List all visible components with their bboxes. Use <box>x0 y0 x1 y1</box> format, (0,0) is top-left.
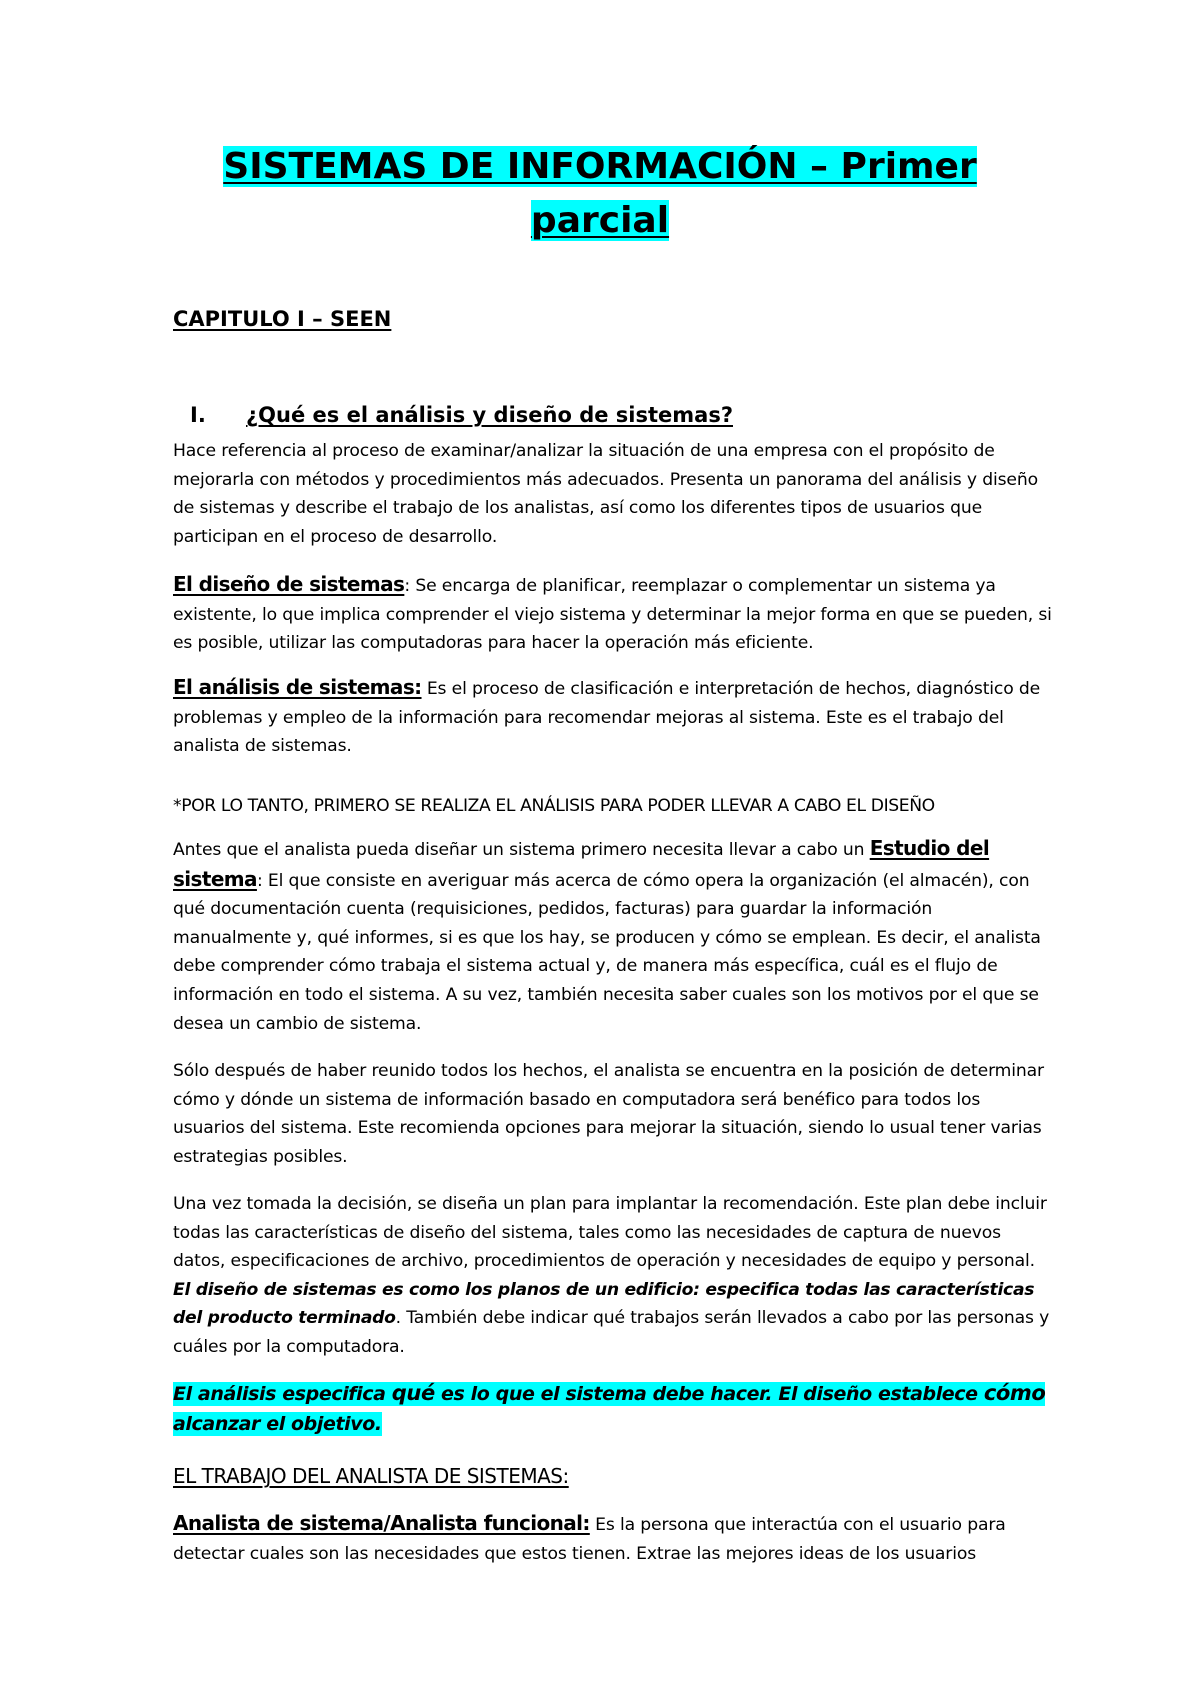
paragraph-estudio-intro: Antes que el analista pueda diseñar un sistema primero necesita llevar a cabo un <box>173 840 870 860</box>
paragraph-analisis <box>173 673 1053 761</box>
paragraph-decision-end: . También debe indicar qué trabajos serán llevados a cabo por las personas y cuáles por la computadora. <box>173 1308 1050 1357</box>
section-heading <box>190 403 733 427</box>
section-title: ¿Qué es el análisis y diseño de sistemas? <box>246 403 733 427</box>
summary-part-c: es lo que el sistema debe hacer. El diseño establece <box>434 1383 984 1405</box>
paragraph-estudio-text: El que consiste en averiguar más acerca de cómo opera la organización (el almacén), con qué documentación cuenta (requisiciones, pedidos, facturas) para guardar la información manualmente y, qué informes, si es que los hay, se producen y cómo se emplean. Es decir, el analista debe comprender cómo trabaja el sistema actual y, de manera más específica, cuál es el flujo de información en todo el sistema. A su vez, también necesita saber cuales son los motivos por el que se desea un cambio de sistema. <box>173 870 1041 1034</box>
term-analisis-de-sistemas: El análisis de sistemas: <box>173 675 422 699</box>
paragraph-analista-text: Es la persona que interactúa con el usuario para detectar cuales son las necesidades que estos tienen. Extrae las mejores ideas de los usuarios <box>173 1515 1006 1564</box>
paragraph-hechos: Sólo después de haber reunido todos los hechos, el analista se encuentra en la posición de determinar cómo y dónde un sistema de información basado en computadora será benéfico para todos los usuarios del sistema. Este recomienda opciones para mejorar la situación, siendo lo usual tener varias estrategias posibles. <box>173 1061 1044 1167</box>
paragraph-note: *POR LO TANTO, PRIMERO SE REALIZA EL ANÁLISIS PARA PODER LLEVAR A CABO EL DISEÑO <box>173 796 935 816</box>
summary-part-e: alcanzar el objetivo. <box>173 1413 382 1435</box>
summary-part-a: El análisis especifica <box>173 1383 392 1405</box>
term-estudio-del-sistema: Estudio del sistema <box>173 836 990 891</box>
paragraph-diseno-text: Se encarga de planificar, reemplazar o complementar un sistema ya existente, lo que implica comprender el viejo sistema y determinar la mejor forma en que se pueden, si es posible, utilizar las computadoras para hacer la operación más eficiente. <box>173 576 1052 654</box>
term-colon: : <box>404 576 410 596</box>
paragraph-decision-intro: Una vez tomada la decisión, se diseña un plan para implantar la recomendación. Este plan debe incluir todas las características de diseño del sistema, tales como las necesidades de captura de nuevos datos, especificaciones de archivo, procedimientos de operación y necesidades de equipo y personal. <box>173 1194 1047 1272</box>
term-analista-funcional: Analista de sistema/Analista funcional: <box>173 1511 590 1535</box>
highlighted-summary <box>173 1378 1053 1439</box>
paragraph-estudio <box>173 834 1053 1038</box>
chapter-heading: CAPITULO I – SEEN <box>173 307 392 331</box>
document-title <box>150 140 1050 248</box>
title-line-1: SISTEMAS DE INFORMACIÓN – Primer <box>223 146 977 187</box>
summary-como: cómo <box>983 1381 1046 1405</box>
emphasis-planos: El diseño de sistemas es como los planos de un edificio: especifica todas las características del producto terminado <box>173 1279 1035 1329</box>
paragraph-decision <box>173 1190 1053 1362</box>
term-colon-2: : <box>256 870 263 891</box>
paragraph-intro: Hace referencia al proceso de examinar/analizar la situación de una empresa con el propósito de mejorarla con métodos y procedimientos más adecuados. Presenta un panorama del análisis y diseño de sistemas y describe el trabajo de los analistas, así como los diferentes tipos de usuarios que participan en el proceso de desarrollo. <box>173 441 1038 547</box>
paragraph-analisis-text: Es el proceso de clasificación e interpretación de hechos, diagnóstico de problemas y empleo de la información para recomendar mejoras al sistema. Este es el trabajo del analista de sistemas. <box>173 679 1041 757</box>
term-diseno-de-sistemas: El diseño de sistemas <box>173 572 405 596</box>
title-line-2: parcial <box>530 200 670 241</box>
section-number: I. <box>190 403 206 427</box>
paragraph-analista-funcional <box>173 1509 1053 1568</box>
summary-que: qué <box>391 1381 435 1405</box>
paragraph-diseno <box>173 570 1053 658</box>
subheading-trabajo-analista: EL TRABAJO DEL ANALISTA DE SISTEMAS: <box>173 1464 569 1488</box>
